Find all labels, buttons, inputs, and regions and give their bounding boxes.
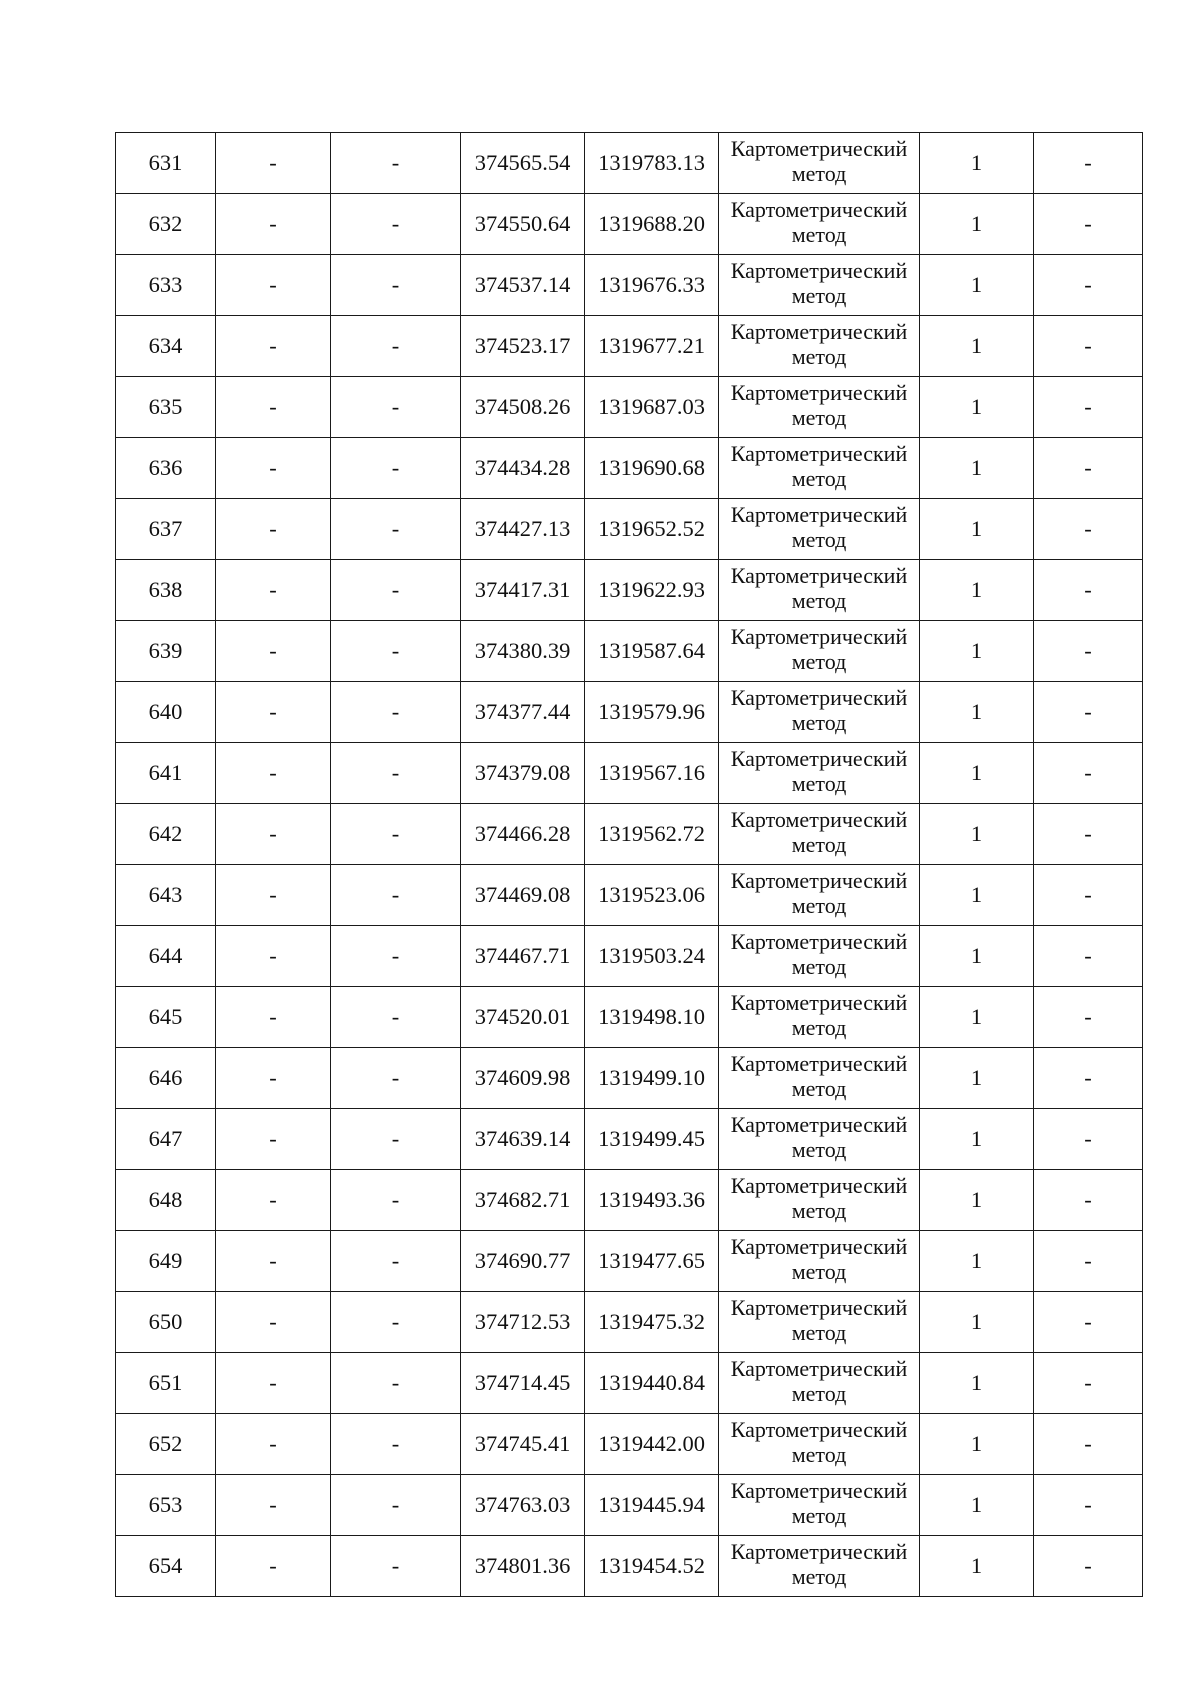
coordinates-table	[115, 132, 1143, 1597]
empty-dash-cell: -	[1034, 499, 1143, 560]
x-coordinate-cell: 374690.77	[461, 1231, 585, 1292]
method-text-line1: Картометрический	[730, 929, 908, 954]
accuracy-cell: 1	[920, 560, 1034, 621]
empty-dash-cell: -	[331, 621, 461, 682]
y-coordinate-cell: 1319445.94	[585, 1475, 719, 1536]
method-text-line2: метод	[791, 832, 847, 857]
empty-dash-cell: -	[331, 743, 461, 804]
table-row	[116, 1536, 1143, 1597]
x-coordinate-cell: 374801.36	[461, 1536, 585, 1597]
empty-dash-cell: -	[216, 1109, 331, 1170]
method-cell	[719, 316, 920, 377]
empty-dash-cell: -	[331, 804, 461, 865]
point-number-cell: 645	[116, 987, 216, 1048]
y-coordinate-cell: 1319503.24	[585, 926, 719, 987]
method-text-line2: метод	[791, 344, 847, 369]
method-text-line2: метод	[791, 1015, 847, 1040]
empty-dash-cell: -	[1034, 194, 1143, 255]
point-number-cell: 651	[116, 1353, 216, 1414]
y-coordinate-cell: 1319562.72	[585, 804, 719, 865]
method-cell	[719, 1536, 920, 1597]
point-number-cell: 644	[116, 926, 216, 987]
point-number-cell: 639	[116, 621, 216, 682]
accuracy-cell: 1	[920, 255, 1034, 316]
empty-dash-cell: -	[331, 1475, 461, 1536]
method-text-line1: Картометрический	[730, 1234, 908, 1259]
x-coordinate-cell: 374379.08	[461, 743, 585, 804]
y-coordinate-cell: 1319688.20	[585, 194, 719, 255]
empty-dash-cell: -	[1034, 316, 1143, 377]
empty-dash-cell: -	[216, 133, 331, 194]
table-row	[116, 1170, 1143, 1231]
accuracy-cell: 1	[920, 1292, 1034, 1353]
accuracy-cell: 1	[920, 926, 1034, 987]
x-coordinate-cell: 374427.13	[461, 499, 585, 560]
method-text-line1: Картометрический	[730, 868, 908, 893]
empty-dash-cell: -	[1034, 743, 1143, 804]
accuracy-cell: 1	[920, 1109, 1034, 1170]
method-text-line1: Картометрический	[730, 136, 908, 161]
empty-dash-cell: -	[331, 1170, 461, 1231]
method-text-line2: метод	[791, 1259, 847, 1284]
accuracy-cell: 1	[920, 1048, 1034, 1109]
empty-dash-cell: -	[331, 1048, 461, 1109]
method-text-line1: Картометрический	[730, 197, 908, 222]
method-text-line2: метод	[791, 405, 847, 430]
x-coordinate-cell: 374682.71	[461, 1170, 585, 1231]
empty-dash-cell: -	[1034, 1109, 1143, 1170]
empty-dash-cell: -	[1034, 682, 1143, 743]
method-cell	[719, 804, 920, 865]
point-number-cell: 649	[116, 1231, 216, 1292]
method-cell	[719, 377, 920, 438]
empty-dash-cell: -	[216, 560, 331, 621]
empty-dash-cell: -	[216, 621, 331, 682]
table-row	[116, 316, 1143, 377]
table-row	[116, 1048, 1143, 1109]
point-number-cell: 635	[116, 377, 216, 438]
accuracy-cell: 1	[920, 1414, 1034, 1475]
table-row	[116, 865, 1143, 926]
x-coordinate-cell: 374377.44	[461, 682, 585, 743]
y-coordinate-cell: 1319783.13	[585, 133, 719, 194]
method-text-line1: Картометрический	[730, 502, 908, 527]
table-row	[116, 194, 1143, 255]
point-number-cell: 641	[116, 743, 216, 804]
method-text-line2: метод	[791, 466, 847, 491]
method-cell	[719, 499, 920, 560]
empty-dash-cell: -	[216, 743, 331, 804]
method-text-line2: метод	[791, 649, 847, 674]
empty-dash-cell: -	[216, 1048, 331, 1109]
point-number-cell: 637	[116, 499, 216, 560]
empty-dash-cell: -	[216, 499, 331, 560]
accuracy-cell: 1	[920, 682, 1034, 743]
x-coordinate-cell: 374434.28	[461, 438, 585, 499]
x-coordinate-cell: 374550.64	[461, 194, 585, 255]
x-coordinate-cell: 374520.01	[461, 987, 585, 1048]
y-coordinate-cell: 1319523.06	[585, 865, 719, 926]
x-coordinate-cell: 374639.14	[461, 1109, 585, 1170]
point-number-cell: 642	[116, 804, 216, 865]
method-text-line2: метод	[791, 1442, 847, 1467]
table-row	[116, 560, 1143, 621]
method-text-line2: метод	[791, 1381, 847, 1406]
accuracy-cell: 1	[920, 499, 1034, 560]
x-coordinate-cell: 374523.17	[461, 316, 585, 377]
method-text-line1: Картометрический	[730, 441, 908, 466]
method-text-line1: Картометрический	[730, 990, 908, 1015]
y-coordinate-cell: 1319475.32	[585, 1292, 719, 1353]
y-coordinate-cell: 1319579.96	[585, 682, 719, 743]
empty-dash-cell: -	[1034, 1170, 1143, 1231]
method-cell	[719, 987, 920, 1048]
method-cell	[719, 926, 920, 987]
accuracy-cell: 1	[920, 743, 1034, 804]
empty-dash-cell: -	[331, 316, 461, 377]
empty-dash-cell: -	[216, 1231, 331, 1292]
empty-dash-cell: -	[216, 194, 331, 255]
y-coordinate-cell: 1319677.21	[585, 316, 719, 377]
table-row	[116, 682, 1143, 743]
method-text-line2: метод	[791, 1137, 847, 1162]
x-coordinate-cell: 374714.45	[461, 1353, 585, 1414]
point-number-cell: 646	[116, 1048, 216, 1109]
table-row	[116, 804, 1143, 865]
method-text-line2: метод	[791, 1503, 847, 1528]
method-cell	[719, 1048, 920, 1109]
table-row	[116, 438, 1143, 499]
empty-dash-cell: -	[216, 1475, 331, 1536]
empty-dash-cell: -	[1034, 865, 1143, 926]
point-number-cell: 653	[116, 1475, 216, 1536]
empty-dash-cell: -	[1034, 133, 1143, 194]
y-coordinate-cell: 1319493.36	[585, 1170, 719, 1231]
accuracy-cell: 1	[920, 1231, 1034, 1292]
x-coordinate-cell: 374466.28	[461, 804, 585, 865]
point-number-cell: 636	[116, 438, 216, 499]
accuracy-cell: 1	[920, 1353, 1034, 1414]
accuracy-cell: 1	[920, 316, 1034, 377]
accuracy-cell: 1	[920, 194, 1034, 255]
method-cell	[719, 1475, 920, 1536]
method-text-line1: Картометрический	[730, 258, 908, 283]
method-cell	[719, 682, 920, 743]
method-text-line1: Картометрический	[730, 1417, 908, 1442]
empty-dash-cell: -	[1034, 438, 1143, 499]
table-body	[116, 133, 1143, 1597]
x-coordinate-cell: 374469.08	[461, 865, 585, 926]
method-text-line2: метод	[791, 1076, 847, 1101]
empty-dash-cell: -	[331, 682, 461, 743]
y-coordinate-cell: 1319454.52	[585, 1536, 719, 1597]
method-cell	[719, 133, 920, 194]
empty-dash-cell: -	[331, 1414, 461, 1475]
empty-dash-cell: -	[216, 255, 331, 316]
table-row	[116, 1414, 1143, 1475]
method-cell	[719, 621, 920, 682]
accuracy-cell: 1	[920, 804, 1034, 865]
empty-dash-cell: -	[1034, 1353, 1143, 1414]
point-number-cell: 643	[116, 865, 216, 926]
y-coordinate-cell: 1319652.52	[585, 499, 719, 560]
empty-dash-cell: -	[216, 438, 331, 499]
method-cell	[719, 1170, 920, 1231]
empty-dash-cell: -	[1034, 1536, 1143, 1597]
empty-dash-cell: -	[331, 1292, 461, 1353]
y-coordinate-cell: 1319567.16	[585, 743, 719, 804]
table-row	[116, 1292, 1143, 1353]
empty-dash-cell: -	[331, 1231, 461, 1292]
empty-dash-cell: -	[331, 865, 461, 926]
y-coordinate-cell: 1319477.65	[585, 1231, 719, 1292]
empty-dash-cell: -	[331, 560, 461, 621]
accuracy-cell: 1	[920, 1536, 1034, 1597]
method-text-line1: Картометрический	[730, 624, 908, 649]
point-number-cell: 633	[116, 255, 216, 316]
empty-dash-cell: -	[331, 438, 461, 499]
point-number-cell: 638	[116, 560, 216, 621]
y-coordinate-cell: 1319442.00	[585, 1414, 719, 1475]
method-text-line2: метод	[791, 954, 847, 979]
table-row	[116, 926, 1143, 987]
table-row	[116, 1353, 1143, 1414]
empty-dash-cell: -	[216, 987, 331, 1048]
empty-dash-cell: -	[331, 987, 461, 1048]
method-text-line2: метод	[791, 1198, 847, 1223]
empty-dash-cell: -	[216, 316, 331, 377]
y-coordinate-cell: 1319622.93	[585, 560, 719, 621]
point-number-cell: 632	[116, 194, 216, 255]
method-text-line2: метод	[791, 161, 847, 186]
method-text-line1: Картометрический	[730, 1295, 908, 1320]
empty-dash-cell: -	[1034, 255, 1143, 316]
x-coordinate-cell: 374745.41	[461, 1414, 585, 1475]
empty-dash-cell: -	[216, 1536, 331, 1597]
accuracy-cell: 1	[920, 865, 1034, 926]
y-coordinate-cell: 1319498.10	[585, 987, 719, 1048]
method-text-line2: метод	[791, 588, 847, 613]
y-coordinate-cell: 1319440.84	[585, 1353, 719, 1414]
empty-dash-cell: -	[331, 255, 461, 316]
method-cell	[719, 1292, 920, 1353]
method-text-line2: метод	[791, 710, 847, 735]
method-text-line1: Картометрический	[730, 1356, 908, 1381]
empty-dash-cell: -	[1034, 926, 1143, 987]
x-coordinate-cell: 374763.03	[461, 1475, 585, 1536]
method-text-line2: метод	[791, 527, 847, 552]
empty-dash-cell: -	[331, 1353, 461, 1414]
method-text-line1: Картометрический	[730, 1112, 908, 1137]
method-text-line1: Картометрический	[730, 1051, 908, 1076]
method-cell	[719, 560, 920, 621]
method-cell	[719, 255, 920, 316]
y-coordinate-cell: 1319499.45	[585, 1109, 719, 1170]
empty-dash-cell: -	[1034, 1231, 1143, 1292]
method-cell	[719, 1414, 920, 1475]
x-coordinate-cell: 374380.39	[461, 621, 585, 682]
point-number-cell: 631	[116, 133, 216, 194]
table-row	[116, 743, 1143, 804]
point-number-cell: 647	[116, 1109, 216, 1170]
method-text-line1: Картометрический	[730, 319, 908, 344]
table-row	[116, 621, 1143, 682]
x-coordinate-cell: 374712.53	[461, 1292, 585, 1353]
empty-dash-cell: -	[216, 926, 331, 987]
x-coordinate-cell: 374609.98	[461, 1048, 585, 1109]
method-text-line2: метод	[791, 771, 847, 796]
x-coordinate-cell: 374417.31	[461, 560, 585, 621]
empty-dash-cell: -	[331, 499, 461, 560]
empty-dash-cell: -	[1034, 560, 1143, 621]
method-text-line1: Картометрический	[730, 807, 908, 832]
empty-dash-cell: -	[1034, 621, 1143, 682]
empty-dash-cell: -	[1034, 1048, 1143, 1109]
empty-dash-cell: -	[331, 194, 461, 255]
table-row	[116, 1109, 1143, 1170]
point-number-cell: 650	[116, 1292, 216, 1353]
accuracy-cell: 1	[920, 1475, 1034, 1536]
table-row	[116, 377, 1143, 438]
method-text-line1: Картометрический	[730, 1539, 908, 1564]
empty-dash-cell: -	[216, 1292, 331, 1353]
empty-dash-cell: -	[216, 865, 331, 926]
table-row	[116, 499, 1143, 560]
method-text-line2: метод	[791, 222, 847, 247]
empty-dash-cell: -	[1034, 1475, 1143, 1536]
empty-dash-cell: -	[216, 1170, 331, 1231]
y-coordinate-cell: 1319687.03	[585, 377, 719, 438]
empty-dash-cell: -	[1034, 1414, 1143, 1475]
empty-dash-cell: -	[1034, 804, 1143, 865]
x-coordinate-cell: 374467.71	[461, 926, 585, 987]
x-coordinate-cell: 374565.54	[461, 133, 585, 194]
point-number-cell: 654	[116, 1536, 216, 1597]
empty-dash-cell: -	[331, 1109, 461, 1170]
point-number-cell: 640	[116, 682, 216, 743]
empty-dash-cell: -	[216, 1353, 331, 1414]
method-text-line2: метод	[791, 1564, 847, 1589]
method-text-line1: Картометрический	[730, 1478, 908, 1503]
method-text-line1: Картометрический	[730, 380, 908, 405]
table-row	[116, 133, 1143, 194]
y-coordinate-cell: 1319676.33	[585, 255, 719, 316]
empty-dash-cell: -	[216, 1414, 331, 1475]
empty-dash-cell: -	[331, 1536, 461, 1597]
method-text-line2: метод	[791, 1320, 847, 1345]
method-text-line2: метод	[791, 893, 847, 918]
accuracy-cell: 1	[920, 377, 1034, 438]
empty-dash-cell: -	[331, 926, 461, 987]
accuracy-cell: 1	[920, 987, 1034, 1048]
point-number-cell: 634	[116, 316, 216, 377]
method-cell	[719, 1353, 920, 1414]
table-row	[116, 987, 1143, 1048]
empty-dash-cell: -	[216, 682, 331, 743]
table-row	[116, 1475, 1143, 1536]
method-text-line1: Картометрический	[730, 746, 908, 771]
table-row	[116, 255, 1143, 316]
y-coordinate-cell: 1319499.10	[585, 1048, 719, 1109]
method-cell	[719, 1109, 920, 1170]
method-cell	[719, 1231, 920, 1292]
x-coordinate-cell: 374537.14	[461, 255, 585, 316]
accuracy-cell: 1	[920, 1170, 1034, 1231]
x-coordinate-cell: 374508.26	[461, 377, 585, 438]
empty-dash-cell: -	[1034, 1292, 1143, 1353]
method-cell	[719, 743, 920, 804]
method-text-line1: Картометрический	[730, 685, 908, 710]
empty-dash-cell: -	[1034, 377, 1143, 438]
method-cell	[719, 438, 920, 499]
method-text-line1: Картометрический	[730, 563, 908, 588]
accuracy-cell: 1	[920, 438, 1034, 499]
empty-dash-cell: -	[1034, 987, 1143, 1048]
method-text-line1: Картометрический	[730, 1173, 908, 1198]
table-row	[116, 1231, 1143, 1292]
point-number-cell: 652	[116, 1414, 216, 1475]
accuracy-cell: 1	[920, 133, 1034, 194]
point-number-cell: 648	[116, 1170, 216, 1231]
accuracy-cell: 1	[920, 621, 1034, 682]
method-cell	[719, 865, 920, 926]
empty-dash-cell: -	[216, 804, 331, 865]
method-text-line2: метод	[791, 283, 847, 308]
empty-dash-cell: -	[331, 377, 461, 438]
method-cell	[719, 194, 920, 255]
y-coordinate-cell: 1319587.64	[585, 621, 719, 682]
empty-dash-cell: -	[331, 133, 461, 194]
empty-dash-cell: -	[216, 377, 331, 438]
y-coordinate-cell: 1319690.68	[585, 438, 719, 499]
